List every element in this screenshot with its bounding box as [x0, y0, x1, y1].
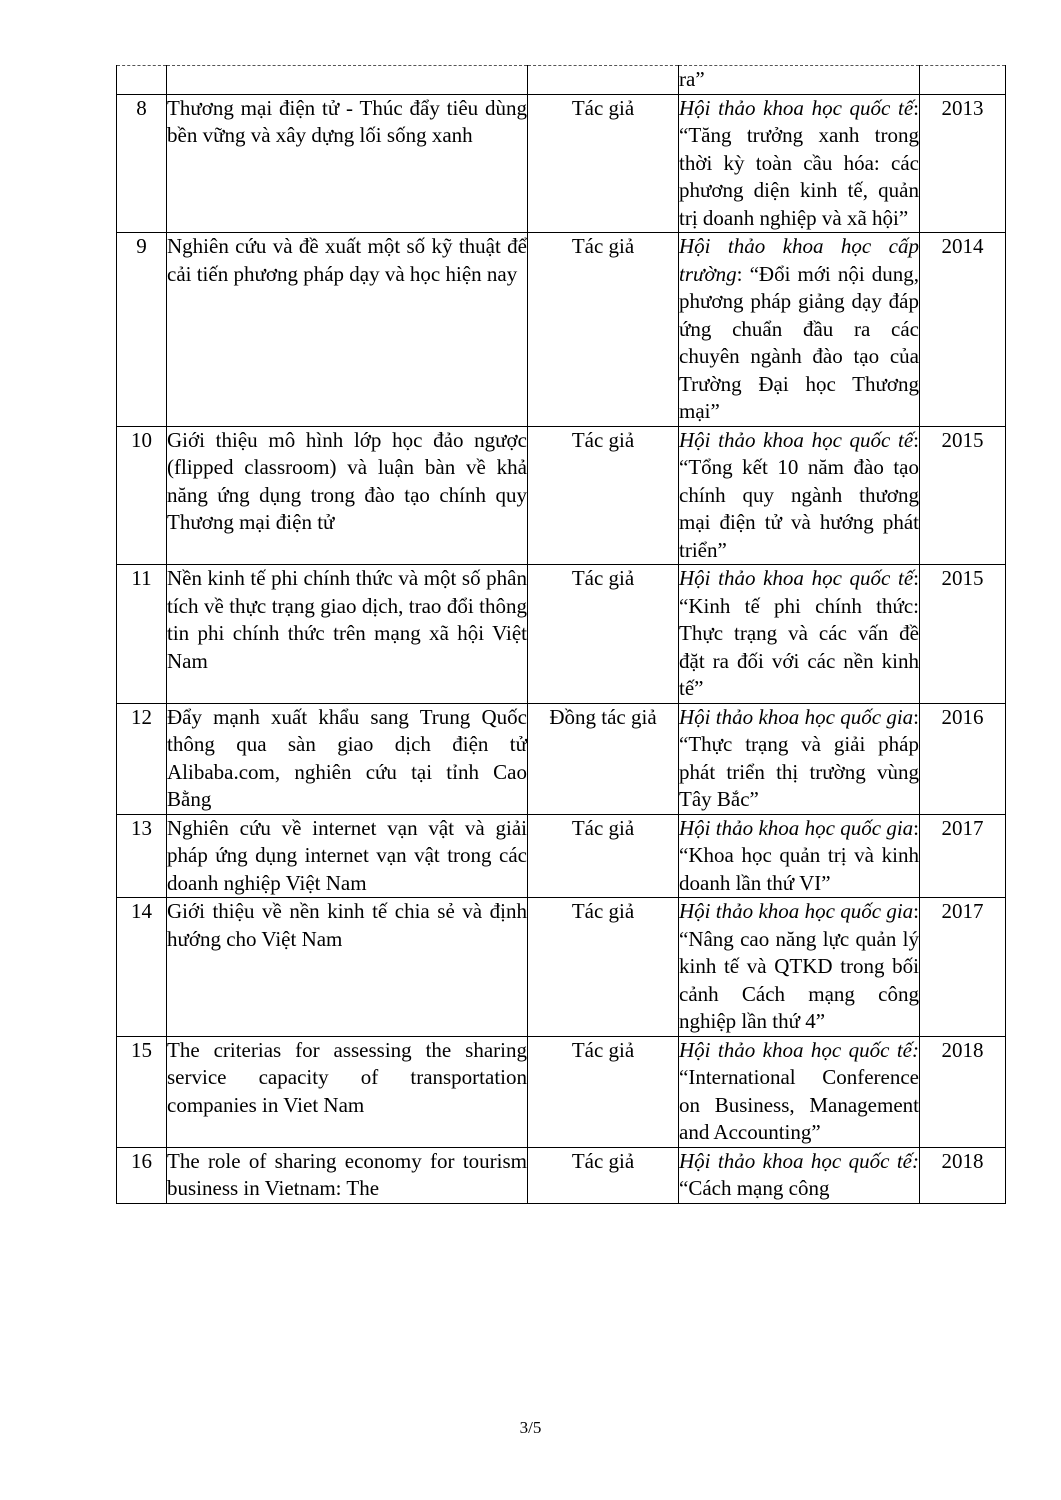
paper-title: Giới thiệu mô hình lớp học đảo ngược (flipped classroom) và luận bàn về khả năng ứng dụng trong đào tạo chính quy Thương mại điện tử	[167, 426, 528, 565]
author-role: Tác giả	[528, 233, 679, 427]
venue-topic: ra”	[679, 67, 705, 91]
table-row	[117, 565, 1006, 704]
venue-kind: Hội thảo khoa học quốc gia	[679, 899, 914, 923]
venue-topic: : “Tăng trưởng xanh trong thời kỳ toàn cầu hóa: các phương diện kinh tế, quản trị doanh nghiệp và xã hội”	[679, 95, 919, 230]
year: 2016	[920, 703, 1006, 814]
table-row	[117, 94, 1006, 233]
venue	[679, 1147, 920, 1203]
paper-title: Thương mại điện tử - Thúc đẩy tiêu dùng bền vững và xây dựng lối sống xanh	[167, 94, 528, 233]
venue	[679, 814, 920, 898]
table-row	[117, 898, 1006, 1037]
author-role	[528, 66, 679, 95]
year: 2015	[920, 426, 1006, 565]
row-number: 16	[117, 1147, 167, 1203]
year: 2015	[920, 565, 1006, 704]
venue-topic: : “Nâng cao năng lực quản lý kinh tế và QTKD trong bối cảnh Cách mạng công nghiệp lần thứ 4”	[679, 899, 919, 1033]
table-row	[117, 426, 1006, 565]
row-number: 10	[117, 426, 167, 565]
table-row	[117, 1036, 1006, 1147]
paper-title	[167, 66, 528, 95]
venue-kind: Hội thảo khoa học quốc tế	[679, 95, 914, 120]
year: 2013	[920, 94, 1006, 233]
table-row	[117, 814, 1006, 898]
paper-title: The role of sharing economy for tourism business in Vietnam: The	[167, 1147, 528, 1203]
venue	[679, 426, 920, 565]
venue-kind: Hội thảo khoa học quốc tế	[679, 427, 914, 452]
year: 2014	[920, 233, 1006, 427]
author-role: Tác giả	[528, 1147, 679, 1203]
row-number: 14	[117, 898, 167, 1037]
venue	[679, 94, 920, 233]
table-row	[117, 233, 1006, 427]
row-number: 11	[117, 565, 167, 704]
venue-topic: “International Conference on Business, Management and Accounting”	[679, 1065, 919, 1144]
row-number: 9	[117, 233, 167, 427]
year: 2017	[920, 898, 1006, 1037]
paper-title: Giới thiệu về nền kinh tế chia sẻ và định hướng cho Việt Nam	[167, 898, 528, 1037]
venue-kind: Hội thảo khoa học quốc gia	[679, 704, 914, 729]
venue-topic: : “Đổi mới nội dung, phương pháp giảng dạy đáp ứng chuẩn đầu ra các chuyên ngành đào tạo của Trường Đại học Thương mại”	[679, 261, 919, 423]
year	[920, 66, 1006, 95]
table-row	[117, 703, 1006, 814]
row-number: 12	[117, 703, 167, 814]
author-role: Tác giả	[528, 898, 679, 1037]
venue	[679, 898, 920, 1037]
venue-kind: Hội thảo khoa học quốc tế	[679, 566, 914, 590]
row-number: 8	[117, 94, 167, 233]
year: 2017	[920, 814, 1006, 898]
row-number: 13	[117, 814, 167, 898]
author-role: Tác giả	[528, 94, 679, 233]
venue	[679, 66, 920, 95]
page-number: 3/5	[519, 1418, 542, 1437]
paper-title: Nền kinh tế phi chính thức và một số phân tích về thực trạng giao dịch, trao đổi thông tin phi chính thức trên mạng xã hội Việt Nam	[167, 565, 528, 704]
paper-title: Đẩy mạnh xuất khẩu sang Trung Quốc thông qua sàn giao dịch điện tử Alibaba.com, nghiên cứu tại tỉnh Cao Bằng	[167, 703, 528, 814]
venue-kind: Hội thảo khoa học cấp trường	[679, 234, 919, 286]
author-role: Tác giả	[528, 814, 679, 898]
table-row	[117, 66, 1006, 95]
venue-topic: “Cách mạng công	[679, 1176, 830, 1200]
author-role: Tác giả	[528, 565, 679, 704]
venue-topic: : “Tổng kết 10 năm đào tạo chính quy ngành thương mại điện tử và hướng phát triển”	[679, 427, 919, 562]
row-number: 15	[117, 1036, 167, 1147]
year: 2018	[920, 1147, 1006, 1203]
author-role: Đồng tác giả	[528, 703, 679, 814]
venue-topic: : “Kinh tế phi chính thức: Thực trạng và các vấn đề đặt ra đối với các nền kinh tế”	[679, 566, 919, 700]
row-number	[117, 66, 167, 95]
venue-topic: : “Thực trạng và giải pháp phát triển thị trường vùng Tây Bắc”	[679, 704, 919, 811]
paper-title: The criterias for assessing the sharing service capacity of transportation companies in Viet Nam	[167, 1036, 528, 1147]
paper-title: Nghiên cứu và đề xuất một số kỹ thuật để cải tiến phương pháp dạy và học hiện nay	[167, 233, 528, 427]
author-role: Tác giả	[528, 1036, 679, 1147]
venue	[679, 703, 920, 814]
venue-kind: Hội thảo khoa học quốc tế:	[679, 1037, 919, 1062]
author-role: Tác giả	[528, 426, 679, 565]
venue	[679, 1036, 920, 1147]
publications-table	[116, 65, 1006, 1204]
venue-kind: Hội thảo khoa học quốc gia	[679, 815, 914, 840]
venue-topic: : “Khoa học quản trị và kinh doanh lần thứ VI”	[679, 815, 919, 895]
year: 2018	[920, 1036, 1006, 1147]
paper-title: Nghiên cứu về internet vạn vật và giải pháp ứng dụng internet vạn vật trong các doanh nghiệp Việt Nam	[167, 814, 528, 898]
venue-kind: Hội thảo khoa học quốc tế:	[679, 1148, 919, 1173]
table-row	[117, 1147, 1006, 1203]
venue	[679, 233, 920, 427]
venue	[679, 565, 920, 704]
